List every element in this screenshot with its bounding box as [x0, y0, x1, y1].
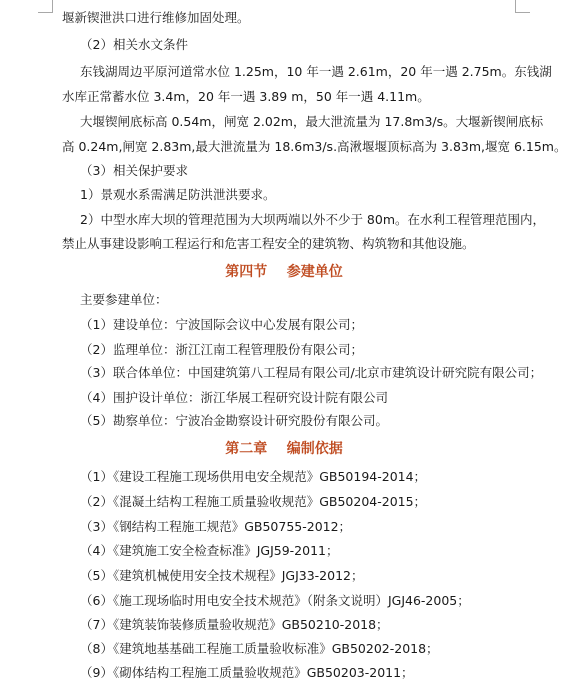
subheading-hydrology: （2）相关水文条件 [80, 37, 188, 52]
paragraph-line: 1）景观水系需满足防洪泄洪要求。 [80, 187, 276, 202]
section-heading-participants: 第四节 参建单位 [225, 264, 343, 280]
reference-item: （5）《建筑机械使用安全技术规程》JGJ33-2012； [80, 568, 364, 583]
participant-item: （2）监理单位：浙江江南工程管理股份有限公司； [80, 342, 363, 357]
paragraph-line: 水库正常蓄水位 3.4m，20 年一遇 3.89 m，50 年一遇 4.11m。 [62, 89, 430, 104]
paragraph-line: 禁止从事建设影响工程运行和危害工程安全的建筑物、构筑物和其他设施。 [62, 236, 475, 251]
participant-item: （5）勘察单位：宁波冶金勘察设计研究股份有限公司。 [80, 413, 388, 428]
participant-item: （3）联合体单位：中国建筑第八工程局有限公司/北京市建筑设计研究院有限公司； [80, 365, 543, 380]
reference-item: （8）《建筑地基基础工程施工质量验收标准》GB50202-2018； [80, 641, 439, 656]
page-corner-mark-left [38, 0, 53, 13]
participant-item: （1）建设单位：宁波国际会议中心发展有限公司； [80, 317, 363, 332]
page-corner-mark-right [515, 0, 530, 13]
reference-item: （6）《施工现场临时用电安全技术规范》（附条文说明）JGJ46-2005； [80, 593, 470, 608]
paragraph-line: 大堰锲闸底标高 0.54m，闸宽 2.02m，最大泄流量为 17.8m3/s。大堰新锲闸底标 [80, 114, 544, 129]
chapter-heading-basis: 第二章 编制依据 [225, 441, 343, 457]
paragraph-line: 高 0.24m,闸宽 2.83m,最大泄流量为 18.6m3/s.高湫堰堰顶标高为 3.83m,堰宽 6.15m。 [62, 139, 567, 154]
participants-intro: 主要参建单位： [80, 292, 168, 307]
participant-item: （4）围护设计单位：浙江华展工程研究设计院有限公司 [80, 390, 388, 405]
reference-item: （4）《建筑施工安全检查标准》JGJ59-2011； [80, 543, 339, 558]
subheading-protection: （3）相关保护要求 [80, 163, 188, 178]
paragraph-line: 2）中型水库大坝的管理范围为大坝两端以外不少于 80m。在水利工程管理范围内， [80, 212, 546, 227]
reference-item: （3）《钢结构工程施工规范》GB50755-2012； [80, 519, 352, 534]
reference-item: （7）《建筑装饰装修质量验收规范》GB50210-2018； [80, 617, 389, 632]
reference-item: （1）《建设工程施工现场供用电安全规范》GB50194-2014； [80, 469, 427, 484]
paragraph-line: 堰新锲泄洪口进行维修加固处理。 [62, 10, 250, 25]
reference-item: （2）《混凝土结构工程施工质量验收规范》GB50204-2015； [80, 494, 427, 509]
reference-item: （9）《砌体结构工程施工质量验收规范》GB50203-2011； [80, 665, 414, 680]
paragraph-line: 东钱湖周边平原河道常水位 1.25m，10 年一遇 2.61m，20 年一遇 2.75m。东钱湖 [80, 64, 552, 79]
